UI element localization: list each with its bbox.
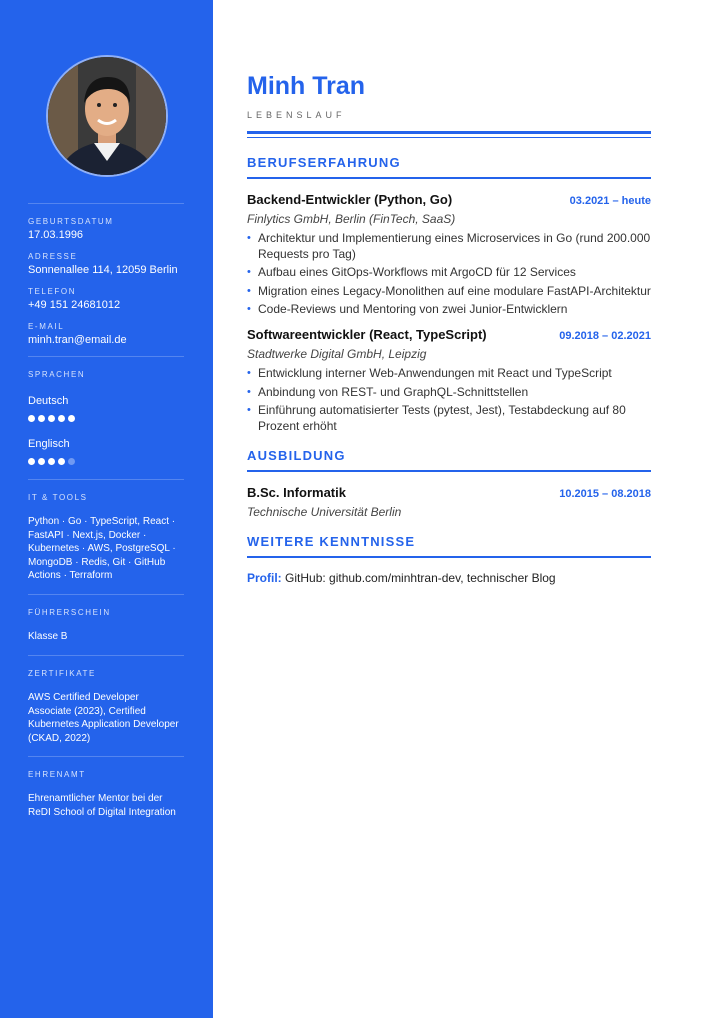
job-bullet: • Architektur und Implementierung eines Microservices in Go (rund 200.000 Requests pro Tag) — [247, 231, 651, 262]
school-name: Technische Universität Berlin — [247, 505, 402, 519]
degree-title: B.Sc. Informatik — [247, 485, 346, 500]
sidebar-divider — [28, 479, 184, 480]
skills-title: WEITERE KENNTNISSE — [247, 534, 651, 558]
job-company: Finlytics GmbH, Berlin (FinTech, SaaS) — [247, 212, 456, 226]
certificates-section — [28, 669, 184, 745]
profile-text: GitHub: github.com/minhtran-dev, technischer Blog — [285, 571, 556, 585]
language-level — [28, 415, 184, 422]
tools-section — [28, 493, 184, 583]
candidate-name: Minh Tran — [247, 72, 366, 100]
level-dot — [38, 415, 45, 422]
job-bullet: • Einführung automatisierter Tests (pytest, Jest), Testabdeckung auf 80 Prozent erhöht — [247, 403, 651, 434]
education-date: 10.2015 – 08.2018 — [559, 488, 651, 500]
email-label: E-MAIL — [28, 322, 65, 331]
birthdate-value: 17.03.1996 — [28, 229, 84, 241]
job-entry — [247, 192, 651, 321]
license-title: FÜHRERSCHEIN — [28, 607, 111, 617]
certificates-title: ZERTIFIKATE — [28, 669, 96, 678]
tools-title: IT & TOOLS — [28, 493, 88, 502]
sidebar-divider — [28, 203, 184, 204]
tools-text: Python · Go · TypeScript, React · FastAPI · Next.js, Docker · Kubernetes · AWS, PostgreSQL · MongoDB · Redis, Git · GitHub Actions · Terraform — [28, 516, 176, 581]
job-bullet: • Entwicklung interner Web-Anwendungen mit React und TypeScript — [247, 366, 651, 382]
job-bullet: • Aufbau eines GitOps-Workflows mit ArgoCD für 12 Services — [247, 265, 651, 281]
document-subtitle: LEBENSLAUF — [247, 110, 346, 120]
profile-photo — [46, 55, 168, 177]
job-title: Softwareentwickler (React, TypeScript) — [247, 327, 487, 342]
education-entry — [247, 485, 651, 519]
level-dot — [38, 458, 45, 465]
sidebar-divider — [28, 655, 184, 656]
level-dot — [58, 458, 65, 465]
level-dot — [28, 415, 35, 422]
job-bullet: • Code-Reviews und Mentoring von zwei Junior-Entwicklern — [247, 302, 651, 318]
level-dot — [58, 415, 65, 422]
sidebar-divider — [28, 594, 184, 595]
education-title: AUSBILDUNG — [247, 448, 651, 472]
sidebar — [0, 0, 213, 1018]
level-dot — [68, 458, 75, 465]
address-label: ADRESSE — [28, 252, 78, 261]
job-bullets — [247, 231, 651, 318]
language-name: Deutsch — [28, 395, 69, 407]
volunteer-text: Ehrenamtlicher Mentor bei der ReDI School of Digital Integration — [28, 793, 176, 818]
license-text: Klasse B — [28, 630, 68, 642]
job-entry — [247, 327, 651, 437]
languages-title: SPRACHEN — [28, 370, 86, 379]
job-bullet: • Migration eines Legacy-Monolithen auf eine modulare FastAPI-Architektur — [247, 284, 651, 300]
profile-line — [247, 571, 556, 585]
birthdate-label: GEBURTSDATUM — [28, 217, 114, 226]
header-rule — [247, 131, 651, 134]
job-bullet: • Anbindung von REST- und GraphQL-Schnittstellen — [247, 385, 651, 401]
phone-value: +49 151 24681012 — [28, 299, 121, 311]
header-rule-thin — [247, 137, 651, 138]
phone-label: TELEFON — [28, 287, 77, 296]
license-section — [28, 608, 184, 644]
email-value: minh.tran@email.de — [28, 334, 127, 346]
level-dot — [68, 415, 75, 422]
job-title: Backend-Entwickler (Python, Go) — [247, 192, 453, 207]
level-dot — [28, 458, 35, 465]
sidebar-divider — [28, 356, 184, 357]
language-name: Englisch — [28, 438, 70, 450]
level-dot — [48, 415, 55, 422]
job-date: 09.2018 – 02.2021 — [559, 330, 651, 342]
language-level — [28, 458, 184, 465]
job-date: 03.2021 – heute — [569, 195, 651, 207]
languages-section — [28, 370, 184, 465]
level-dot — [48, 458, 55, 465]
personal-info — [28, 217, 184, 346]
certificates-text: AWS Certified Developer Associate (2023), Certified Kubernetes Application Developer (CKAD, 2022) — [28, 692, 179, 744]
experience-title: BERUFSERFAHRUNG — [247, 155, 651, 179]
profile-label: Profil: — [247, 571, 282, 585]
address-value: Sonnenallee 114, 12059 Berlin — [28, 264, 178, 276]
volunteer-section — [28, 770, 184, 819]
job-bullets — [247, 366, 651, 434]
sidebar-divider — [28, 756, 184, 757]
job-company: Stadtwerke Digital GmbH, Leipzig — [247, 347, 427, 361]
volunteer-title: EHRENAMT — [28, 770, 86, 779]
